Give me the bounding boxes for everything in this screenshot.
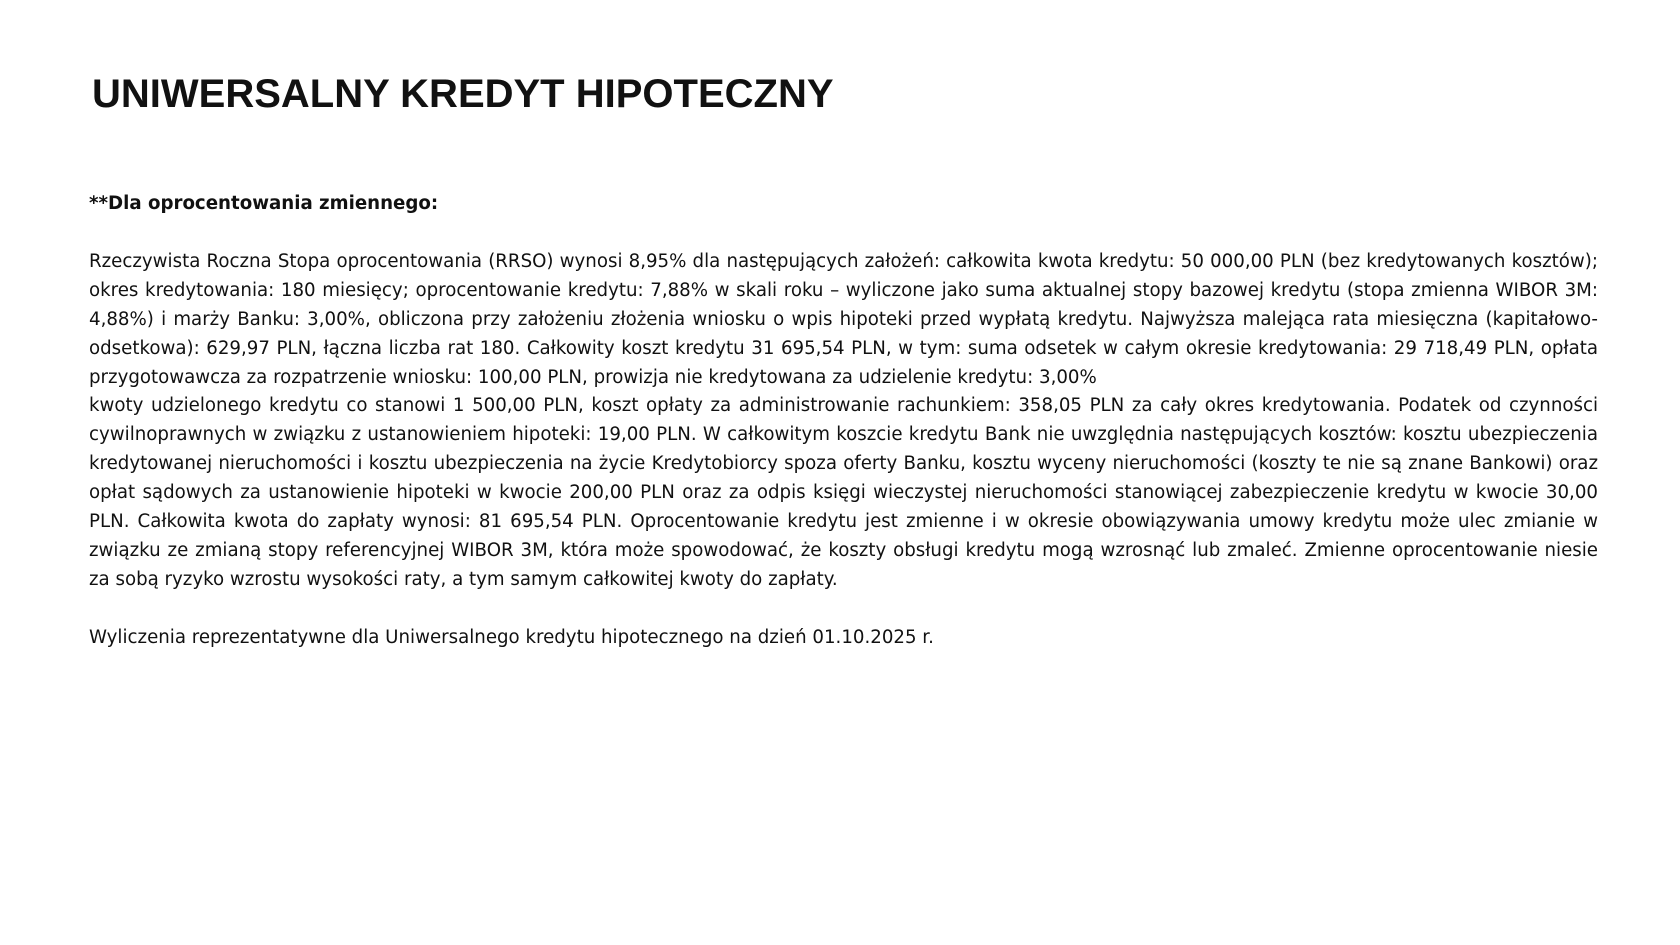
page-title: UNIWERSALNY KREDYT HIPOTECZNY <box>92 72 834 116</box>
rrso-paragraph: Rzeczywista Roczna Stopa oprocentowania (RRSO) wynosi 8,95% dla następujących założeń: całkowita kwota kredytu: 50 000,00 PLN (bez kredytowanych kosztów); okres kredytowania: 180 miesięcy; oprocentowanie kredytu: 7,88% w skali roku – wyliczone jako suma aktualnej stopy bazowej kredytu (stopa zmienna WIBOR 3M: 4,88%) i marży Banku: 3,00%, obliczona przy założeniu złożenia wniosku o wpis hipoteki przed wypłatą kredytu. Najwyższa malejąca rata miesięczna (kapitałowo-odsetkowa): 629,97 PLN, łączna liczba rat 180. Całkowity koszt kredytu 31 695,54 PLN, w tym: suma odsetek w całym okresie kredytowania: 29 718,49 PLN, opłata przygotowawcza za rozpatrzenie wniosku: 100,00 PLN, prowizja nie kredytowana za udzielenie kredytu: 3,00% <box>89 250 1598 388</box>
document-body <box>89 190 1598 653</box>
costs-paragraph: kwoty udzielonego kredytu co stanowi 1 500,00 PLN, koszt opłaty za administrowanie rachunkiem: 358,05 PLN za cały okres kredytowania. Podatek od czynności cywilnoprawnych w związku z ustanowieniem hipoteki: 19,00 PLN. W całkowitym koszcie kredytu Bank nie uwzględnia następujących kosztów: kosztu ubezpieczenia kredytowanej nieruchomości i kosztu ubezpieczenia na życie Kredytobiorcy spoza oferty Banku, kosztu wyceny nieruchomości (koszty te nie są znane Bankowi) oraz opłat sądowych za ustanowienie hipoteki w kwocie 200,00 PLN oraz za odpis księgi wieczystej nieruchomości stanowiącej zabezpieczenie kredytu w kwocie 30,00 PLN. Całkowita kwota do zapłaty wynosi: 81 695,54 PLN. Oprocentowanie kredytu jest zmienne i w okresie obowiązywania umowy kredytu może ulec zmianie w związku ze zmianą stopy referencyjnej WIBOR 3M, która może spowodować, że koszty obsługi kredytu mogą wzrosnąć lub zmaleć. Zmienne oprocentowanie niesie za sobą ryzyko wzrostu wysokości raty, a tym samym całkowitej kwoty do zapłaty. <box>89 395 1598 590</box>
calculation-date-note: Wyliczenia reprezentatywne dla Uniwersalnego kredytu hipotecznego na dzień 01.10.2025 r. <box>89 626 934 648</box>
section-subheading: **Dla oprocentowania zmiennego: <box>89 193 439 214</box>
